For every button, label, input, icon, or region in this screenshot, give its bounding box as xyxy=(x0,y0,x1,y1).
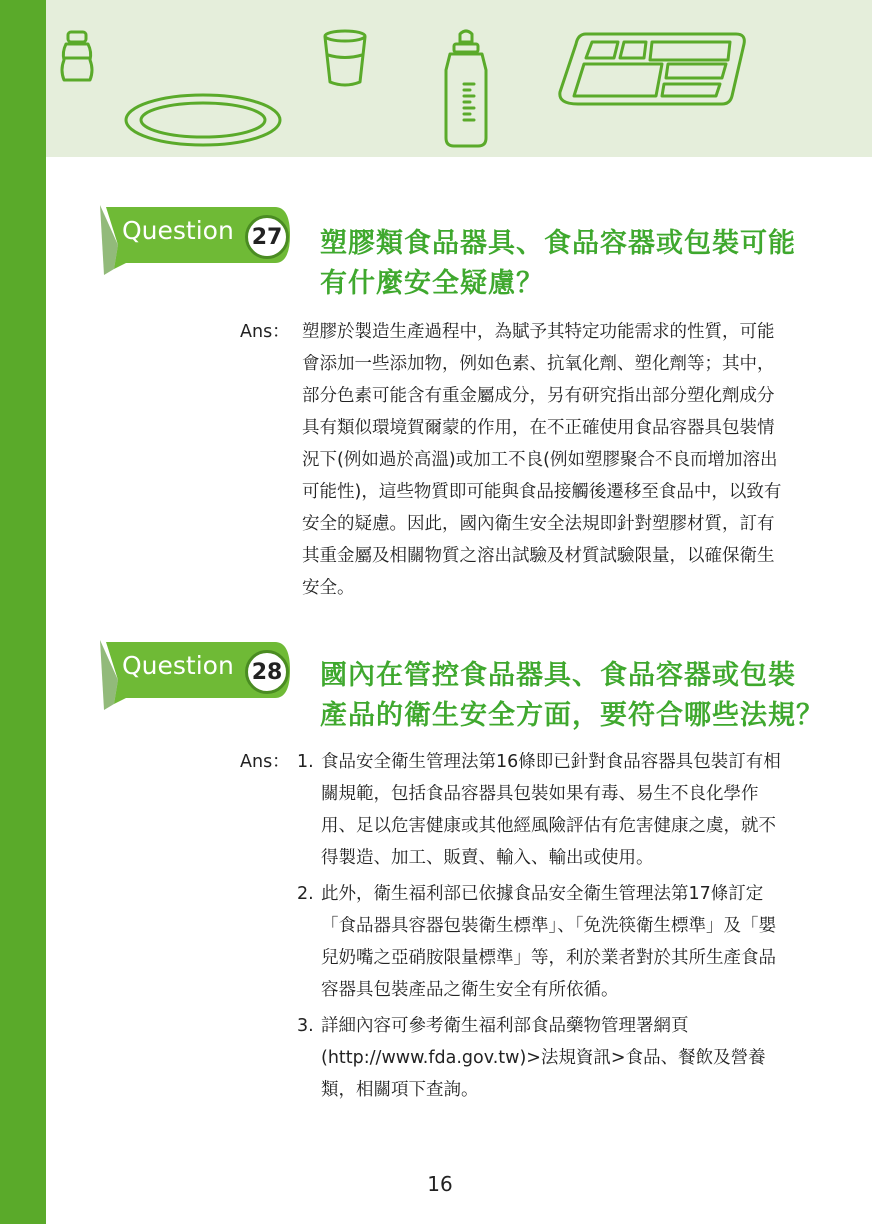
question-badge-27 xyxy=(100,205,305,275)
question-27-title xyxy=(320,224,840,304)
ans-label: Ans： xyxy=(240,322,290,342)
ans-label: Ans： xyxy=(240,752,290,772)
page-number: 16 xyxy=(427,1172,453,1196)
question-label: Question xyxy=(122,651,234,680)
item-number: 1. xyxy=(297,752,314,772)
question-number: 27 xyxy=(245,215,289,259)
item-text: 此外，衛生福利部已依據食品安全衛生管理法第17條訂定「食品器具容器包裝衛生標準」、「免洗筷衛生標準」及「嬰兒奶嘴之亞硝胺限量標準」等，利於業者對於其所生產食品容器具包裝產品之衛生安全有所依循。 xyxy=(321,884,776,1000)
food-tray-icon xyxy=(560,34,745,104)
header-illustration-band xyxy=(46,0,872,157)
question-28-title xyxy=(320,656,840,736)
item-number: 3. xyxy=(297,1016,314,1036)
cup-icon xyxy=(325,31,365,85)
title-line-2: 有什麼安全疑慮？ xyxy=(320,268,544,299)
yogurt-bottle-icon xyxy=(62,32,92,80)
answer-28 xyxy=(240,746,790,1106)
item-number: 2. xyxy=(297,884,314,904)
answer-27 xyxy=(240,316,790,604)
answer-item-3 xyxy=(240,1010,790,1106)
title-line-2: 產品的衛生安全方面，要符合哪些法規？ xyxy=(320,700,824,731)
plate-icon xyxy=(126,95,280,145)
item-text: 食品安全衛生管理法第16條即已針對食品容器具包裝訂有相關規範，包括食品容器具包裝如果有毒、易生不良化學作用、足以危害健康或其他經風險評估有危害健康之虞，就不得製造、加工、販賣、輸入、輸出或使用。 xyxy=(321,752,781,868)
left-green-bar xyxy=(0,0,46,1224)
answer-item-2 xyxy=(240,878,790,1006)
answer-text: 塑膠於製造生產過程中，為賦予其特定功能需求的性質，可能會添加一些添加物，例如色素、抗氧化劑、塑化劑等；其中，部分色素可能含有重金屬成分，另有研究指出部分塑化劑成分具有類似環境賀爾蒙的作用，在不正確使用食品容器具包裝情況下(例如過於高溫)或加工不良(例如塑膠聚合不良而增加溶出可能性)，這些物質即可能與食品接觸後遷移至食品中，以致有安全的疑慮。因此，國內衛生安全法規即針對塑膠材質，訂有其重金屬及相關物質之溶出試驗及材質試驗限量，以確保衛生安全。 xyxy=(302,322,782,598)
title-line-1: 國內在管控食品器具、食品容器或包裝 xyxy=(320,660,796,691)
question-badge-28 xyxy=(100,640,305,710)
question-number: 28 xyxy=(245,650,289,694)
title-line-1: 塑膠類食品器具、食品容器或包裝可能 xyxy=(320,228,796,259)
baby-bottle-icon xyxy=(446,31,486,146)
question-label: Question xyxy=(122,216,234,245)
item-text: 詳細內容可參考衛生福利部食品藥物管理署網頁(http://www.fda.gov.tw)>法規資訊>食品、餐飲及營養類，相關項下查詢。 xyxy=(321,1016,766,1100)
answer-item-1 xyxy=(240,746,790,874)
